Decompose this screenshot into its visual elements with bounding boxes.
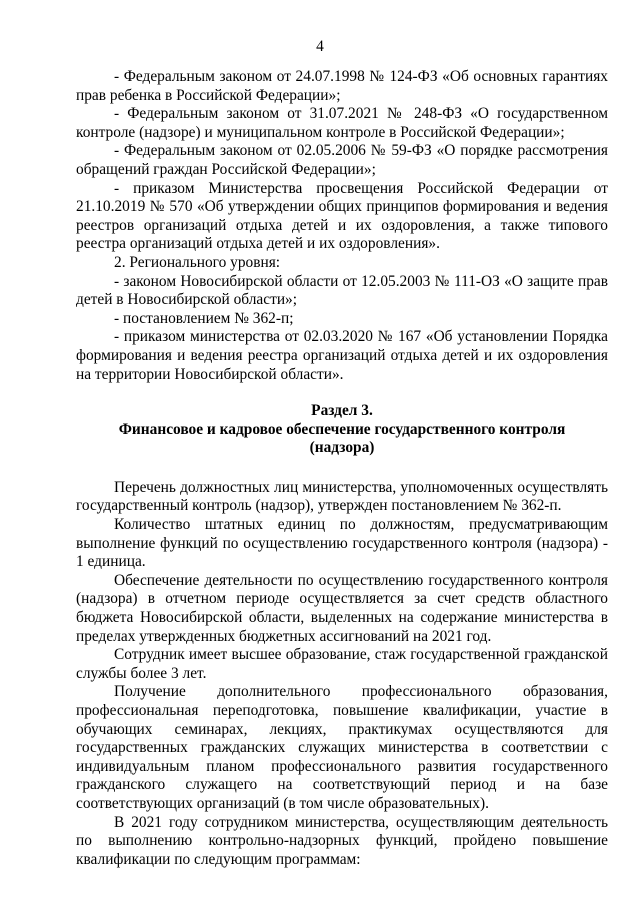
spacer [76, 458, 608, 479]
list-item: - Федеральным законом от 02.05.2006 № 59-ФЗ «О порядке рассмотрения обращений граждан Российской Федерации»; [76, 142, 608, 178]
list-item: - приказом Министерства просвещения Российской Федерации от 21.10.2019 № 570 «Об утверждении общих принципов формирования и ведения реестров организаций отдыха детей и их оздоровления, а также типового реестра организаций отдыха детей и их оздоровления». [76, 179, 608, 253]
regional-heading: 2. Регионального уровня: [114, 253, 281, 271]
section-number: Раздел 3. [311, 402, 373, 420]
paragraph: Количество штатных единиц по должностям, предусматривающим выполнение функций по осуществлению государственного контроля (надзора) - 1 единица. [76, 516, 608, 571]
list-item: - постановлением № 362-п; [114, 309, 294, 327]
list-item: - Федеральным законом от 24.07.1998 № 124-ФЗ «Об основных гарантиях прав ребенка в Российской Федерации»; [76, 68, 608, 104]
paragraph: Перечень должностных лиц министерства, уполномоченных осуществлять государственный контроль (надзор), утвержден постановлением № 362-п. [76, 478, 608, 515]
document-body [76, 68, 608, 869]
paragraph: Получение дополнительного профессионального образования, профессиональная переподготовка, повышение квалификации, участие в обучающих семинарах, лекциях, практикумах осуществляются для государственных гражданских служащих министерства в соответствии с индивидуальным планом профессионального развития государственного гражданского служащего на соответствующий период и на базе соответствующих организаций (в том числе образовательных). [76, 683, 608, 812]
paragraph: В 2021 году сотрудником министерства, осуществляющим деятельность по выполнению контрольно-надзорных функций, пройдено повышение квалификации по следующим программам: [76, 813, 608, 868]
paragraph: Сотрудник имеет высшее образование, стаж государственной гражданской службы более 3 лет. [76, 646, 608, 682]
list-item: - законом Новосибирской области от 12.05.2003 № 111-ОЗ «О защите прав детей в Новосибирской области»; [76, 272, 608, 309]
spacer [76, 384, 608, 402]
section-title-continued: (надзора) [309, 439, 375, 457]
page-number: 4 [316, 38, 324, 55]
list-item: - Федеральным законом от 31.07.2021 № 248-ФЗ «О государственном контроле (надзоре) и муниципальном контроле в Российской Федерации»; [76, 105, 608, 141]
paragraph: Обеспечение деятельности по осуществлению государственного контроля (надзора) в отчетном периоде осуществляется за счет средств областного бюджета Новосибирской области, выделенных на содержание министерства в пределах утвержденных бюджетных ассигнований на 2021 год. [76, 571, 608, 645]
list-item: - приказом министерства от 02.03.2020 № 167 «Об установлении Порядка формирования и ведения реестра организаций отдыха детей и их оздоровления на территории Новосибирской области». [76, 328, 608, 383]
section-title: Финансовое и кадровое обеспечение государственного контроля [118, 420, 566, 438]
